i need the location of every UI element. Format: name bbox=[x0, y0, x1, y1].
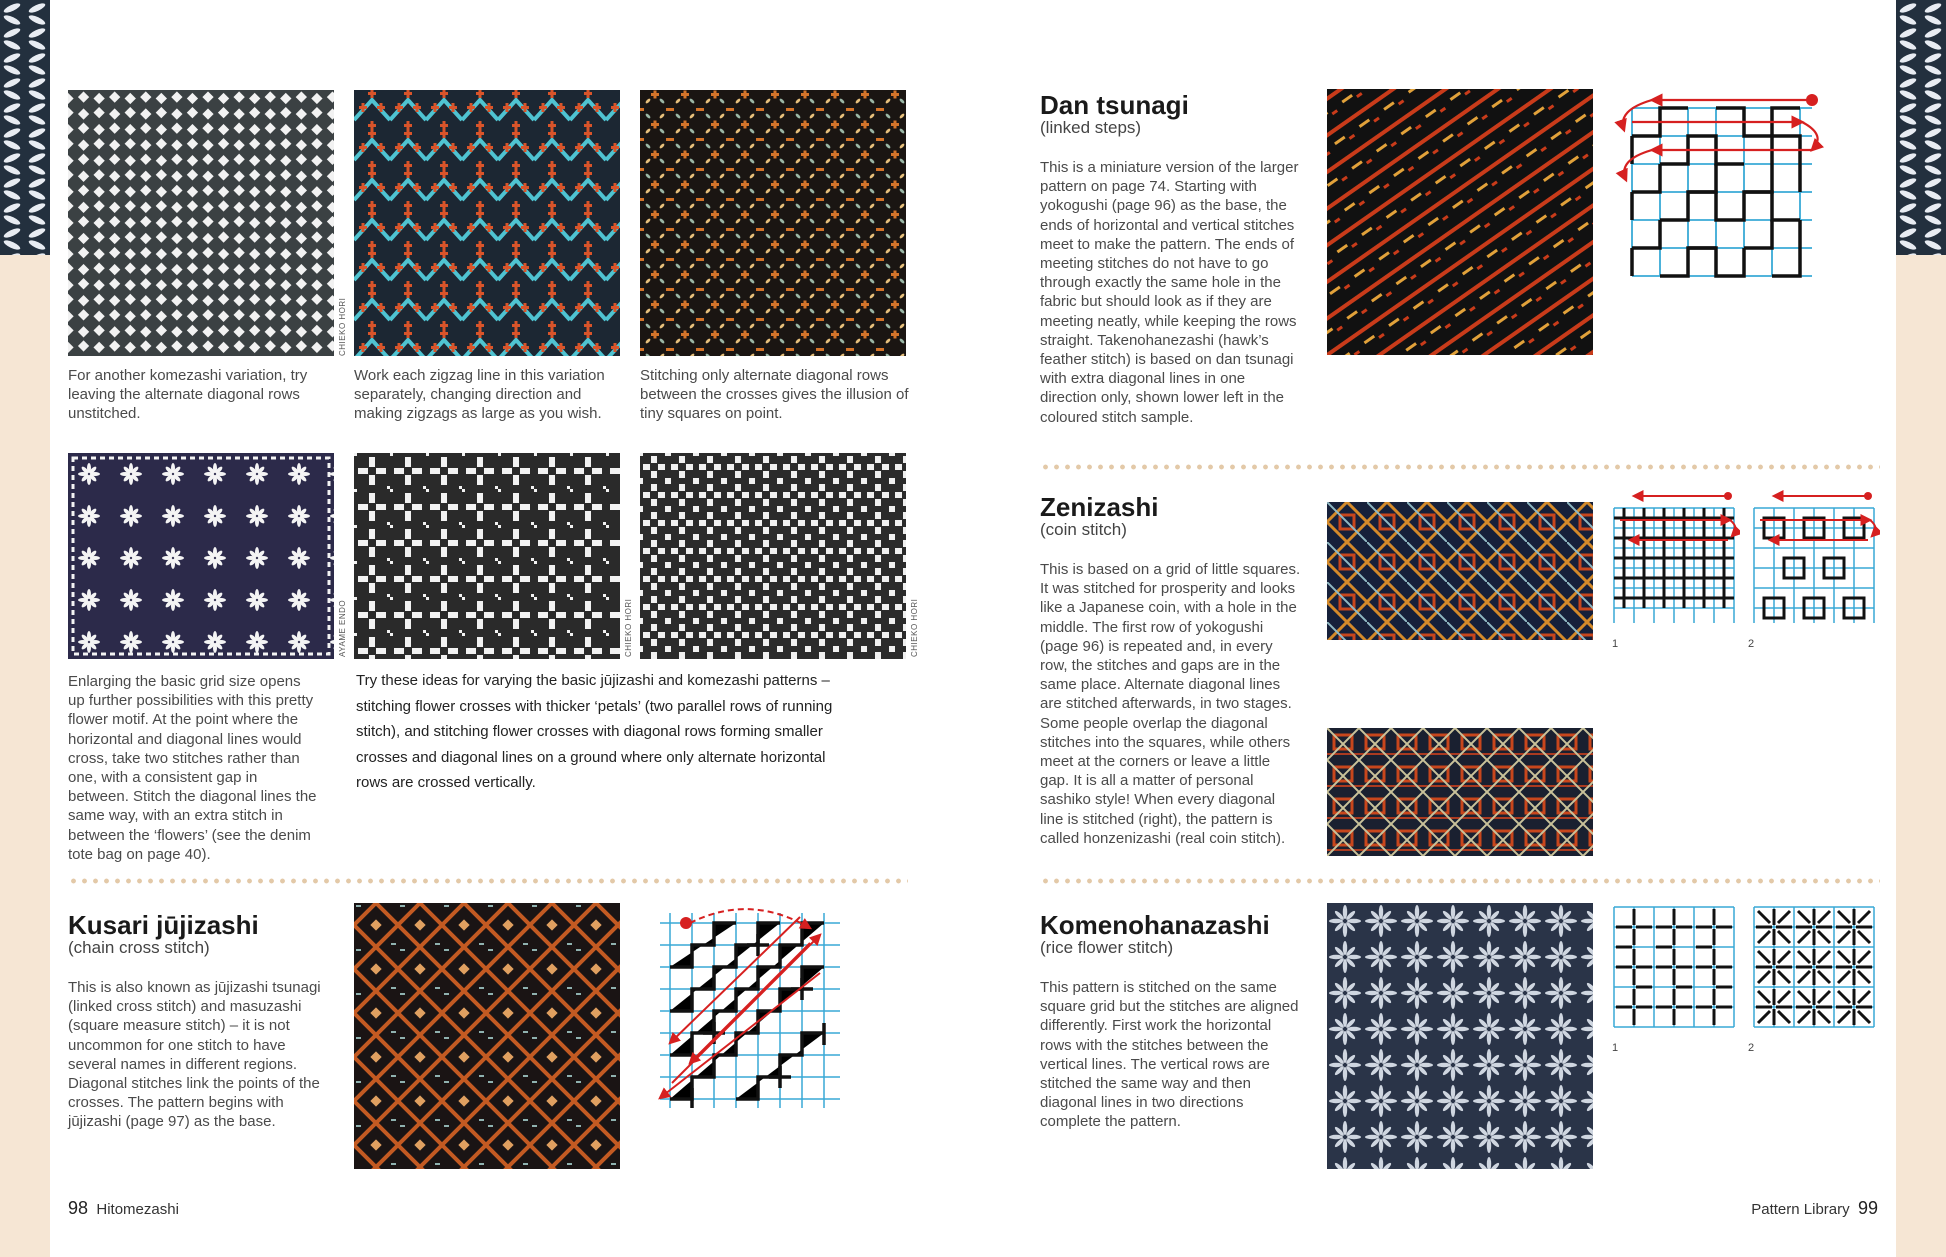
page-folio-left: 98 Hitomezashi bbox=[68, 1198, 179, 1218]
step-label: 1 bbox=[1612, 1042, 1619, 1054]
dotted-divider bbox=[1040, 878, 1880, 884]
swatch-komenohanazashi bbox=[1327, 903, 1593, 1169]
left-edge-fabric bbox=[0, 0, 50, 255]
caption-zigzag: Work each zigzag line in this variation separately, changing direction and making zigzags as large as you wish. bbox=[354, 367, 605, 423]
swatch-zenizashi bbox=[1327, 502, 1593, 640]
diagram-komenohanazashi-step2 bbox=[1750, 903, 1880, 1033]
section-subtitle: (rice flower stitch) bbox=[1040, 938, 1174, 957]
photo-credit: AYAME ENDO bbox=[338, 599, 347, 657]
photo-credit: CHIEKO HORI bbox=[338, 297, 347, 356]
photo-credit: CHIEKO HORI bbox=[624, 598, 633, 657]
swatch-kusari-jujizashi bbox=[354, 903, 620, 1169]
diagram-zenizashi-step1 bbox=[1610, 488, 1740, 628]
section-subtitle: (coin stitch) bbox=[1040, 520, 1127, 539]
step-label: 1 bbox=[1612, 638, 1619, 650]
section-body: This is based on a grid of little squares. It was stitched for prosperity and looks like a Japanese coin, with a hole in the middle. The first row of yokogushi (page 96) is repeated and, in every row, the stitches and gaps are in the same place. Alternate diagonal lines are stitched afterwards, in two stages. Some people overlap the diagonal stitches into the squares, while others meet at the corners or leave a little gap. It is all a matter of personal sashiko style! When every diagonal line is stitched (right), the pattern is called honzenizashi (real coin stitch). bbox=[1040, 561, 1301, 847]
swatch-zigzag bbox=[354, 90, 620, 356]
dotted-divider bbox=[1040, 464, 1880, 470]
section-title: Zenizashi bbox=[1040, 492, 1159, 522]
section-title: Kusari jūjizashi bbox=[68, 910, 259, 940]
caption-komezashi: For another komezashi variation, try leaving the alternate diagonal rows unstitched. bbox=[68, 367, 308, 423]
swatch-dan-tsunagi bbox=[1327, 89, 1593, 355]
step-label: 2 bbox=[1748, 638, 1755, 650]
swatch-flower-crosses bbox=[354, 453, 620, 659]
diagram-dan-tsunagi bbox=[1612, 90, 1832, 290]
step-label: 2 bbox=[1748, 1042, 1755, 1054]
section-subtitle: (chain cross stitch) bbox=[68, 938, 210, 957]
section-body: This is a miniature version of the larger pattern on page 74. Starting with yokogushi (page 96) as the base, the ends of horizontal and vertical stitches meet to make the pattern. The ends of meeting stitches do not have to go through exactly the same hole in the fabric but should look as if they are meeting neatly, while keeping the rows straight. Takenohanezashi (hawk’s feather stitch) is based on dan tsunagi with extra diagonal lines in one direction only, shown lower left in the coloured stitch sample. bbox=[1040, 159, 1299, 426]
photo-credit: CHIEKO HORI bbox=[910, 598, 919, 657]
dotted-divider bbox=[68, 878, 908, 884]
section-body: This pattern is stitched on the same square grid but the stitches are aligned differently. First work the horizontal rows with the stitches between the vertical lines. The vertical rows are stitched the same way and then diagonal lines in two directions complete the pattern. bbox=[1040, 979, 1299, 1131]
caption-flower-motif: Enlarging the basic grid size opens up further possibilities with this pretty flower motif. At the point where the horizontal and diagonal lines would cross, take two stitches rather than one, with a consistent gap in between. Stitch the diagonal lines the same way, with an extra stitch in between the ‘flowers’ (see the denim tote bag on page 40). bbox=[68, 673, 317, 863]
section-title: Komenohanazashi bbox=[1040, 910, 1270, 940]
swatch-honzenizashi bbox=[1327, 728, 1593, 856]
section-body: This is also known as jūjizashi tsunagi (linked cross stitch) and masuzashi (square measure stitch) – it is not uncommon for one stitch to have several names in different regions. Diagonal stitches link the points of the crosses. The pattern begins with jūjizashi (page 97) as the base. bbox=[68, 979, 321, 1131]
swatch-cross-grid bbox=[640, 453, 906, 659]
swatch-komezashi-variation bbox=[68, 90, 334, 356]
caption-variations: Try these ideas for varying the basic jūjizashi and komezashi patterns – stitching flower crosses with thicker ‘petals’ (two parallel rows of running stitch), and stitching flower crosses with diagonal rows forming smaller crosses and diagonal lines on a ground where only alternate horizontal rows are crossed vertically. bbox=[356, 672, 833, 791]
diagram-kusari-jujizashi bbox=[650, 903, 850, 1113]
right-edge-fabric bbox=[1896, 0, 1946, 255]
diagram-zenizashi-step2 bbox=[1750, 488, 1880, 628]
caption-alternate-diagonal: Stitching only alternate diagonal rows between the crosses gives the illusion of tiny squares on point. bbox=[640, 367, 909, 423]
swatch-flower-motif bbox=[68, 453, 334, 659]
diagram-komenohanazashi-step1 bbox=[1610, 903, 1740, 1033]
section-subtitle: (linked steps) bbox=[1040, 118, 1142, 137]
page-folio-right: Pattern Library 99 bbox=[1751, 1198, 1878, 1218]
section-title: Dan tsunagi bbox=[1040, 90, 1189, 120]
swatch-alternate-diagonal bbox=[640, 90, 906, 356]
